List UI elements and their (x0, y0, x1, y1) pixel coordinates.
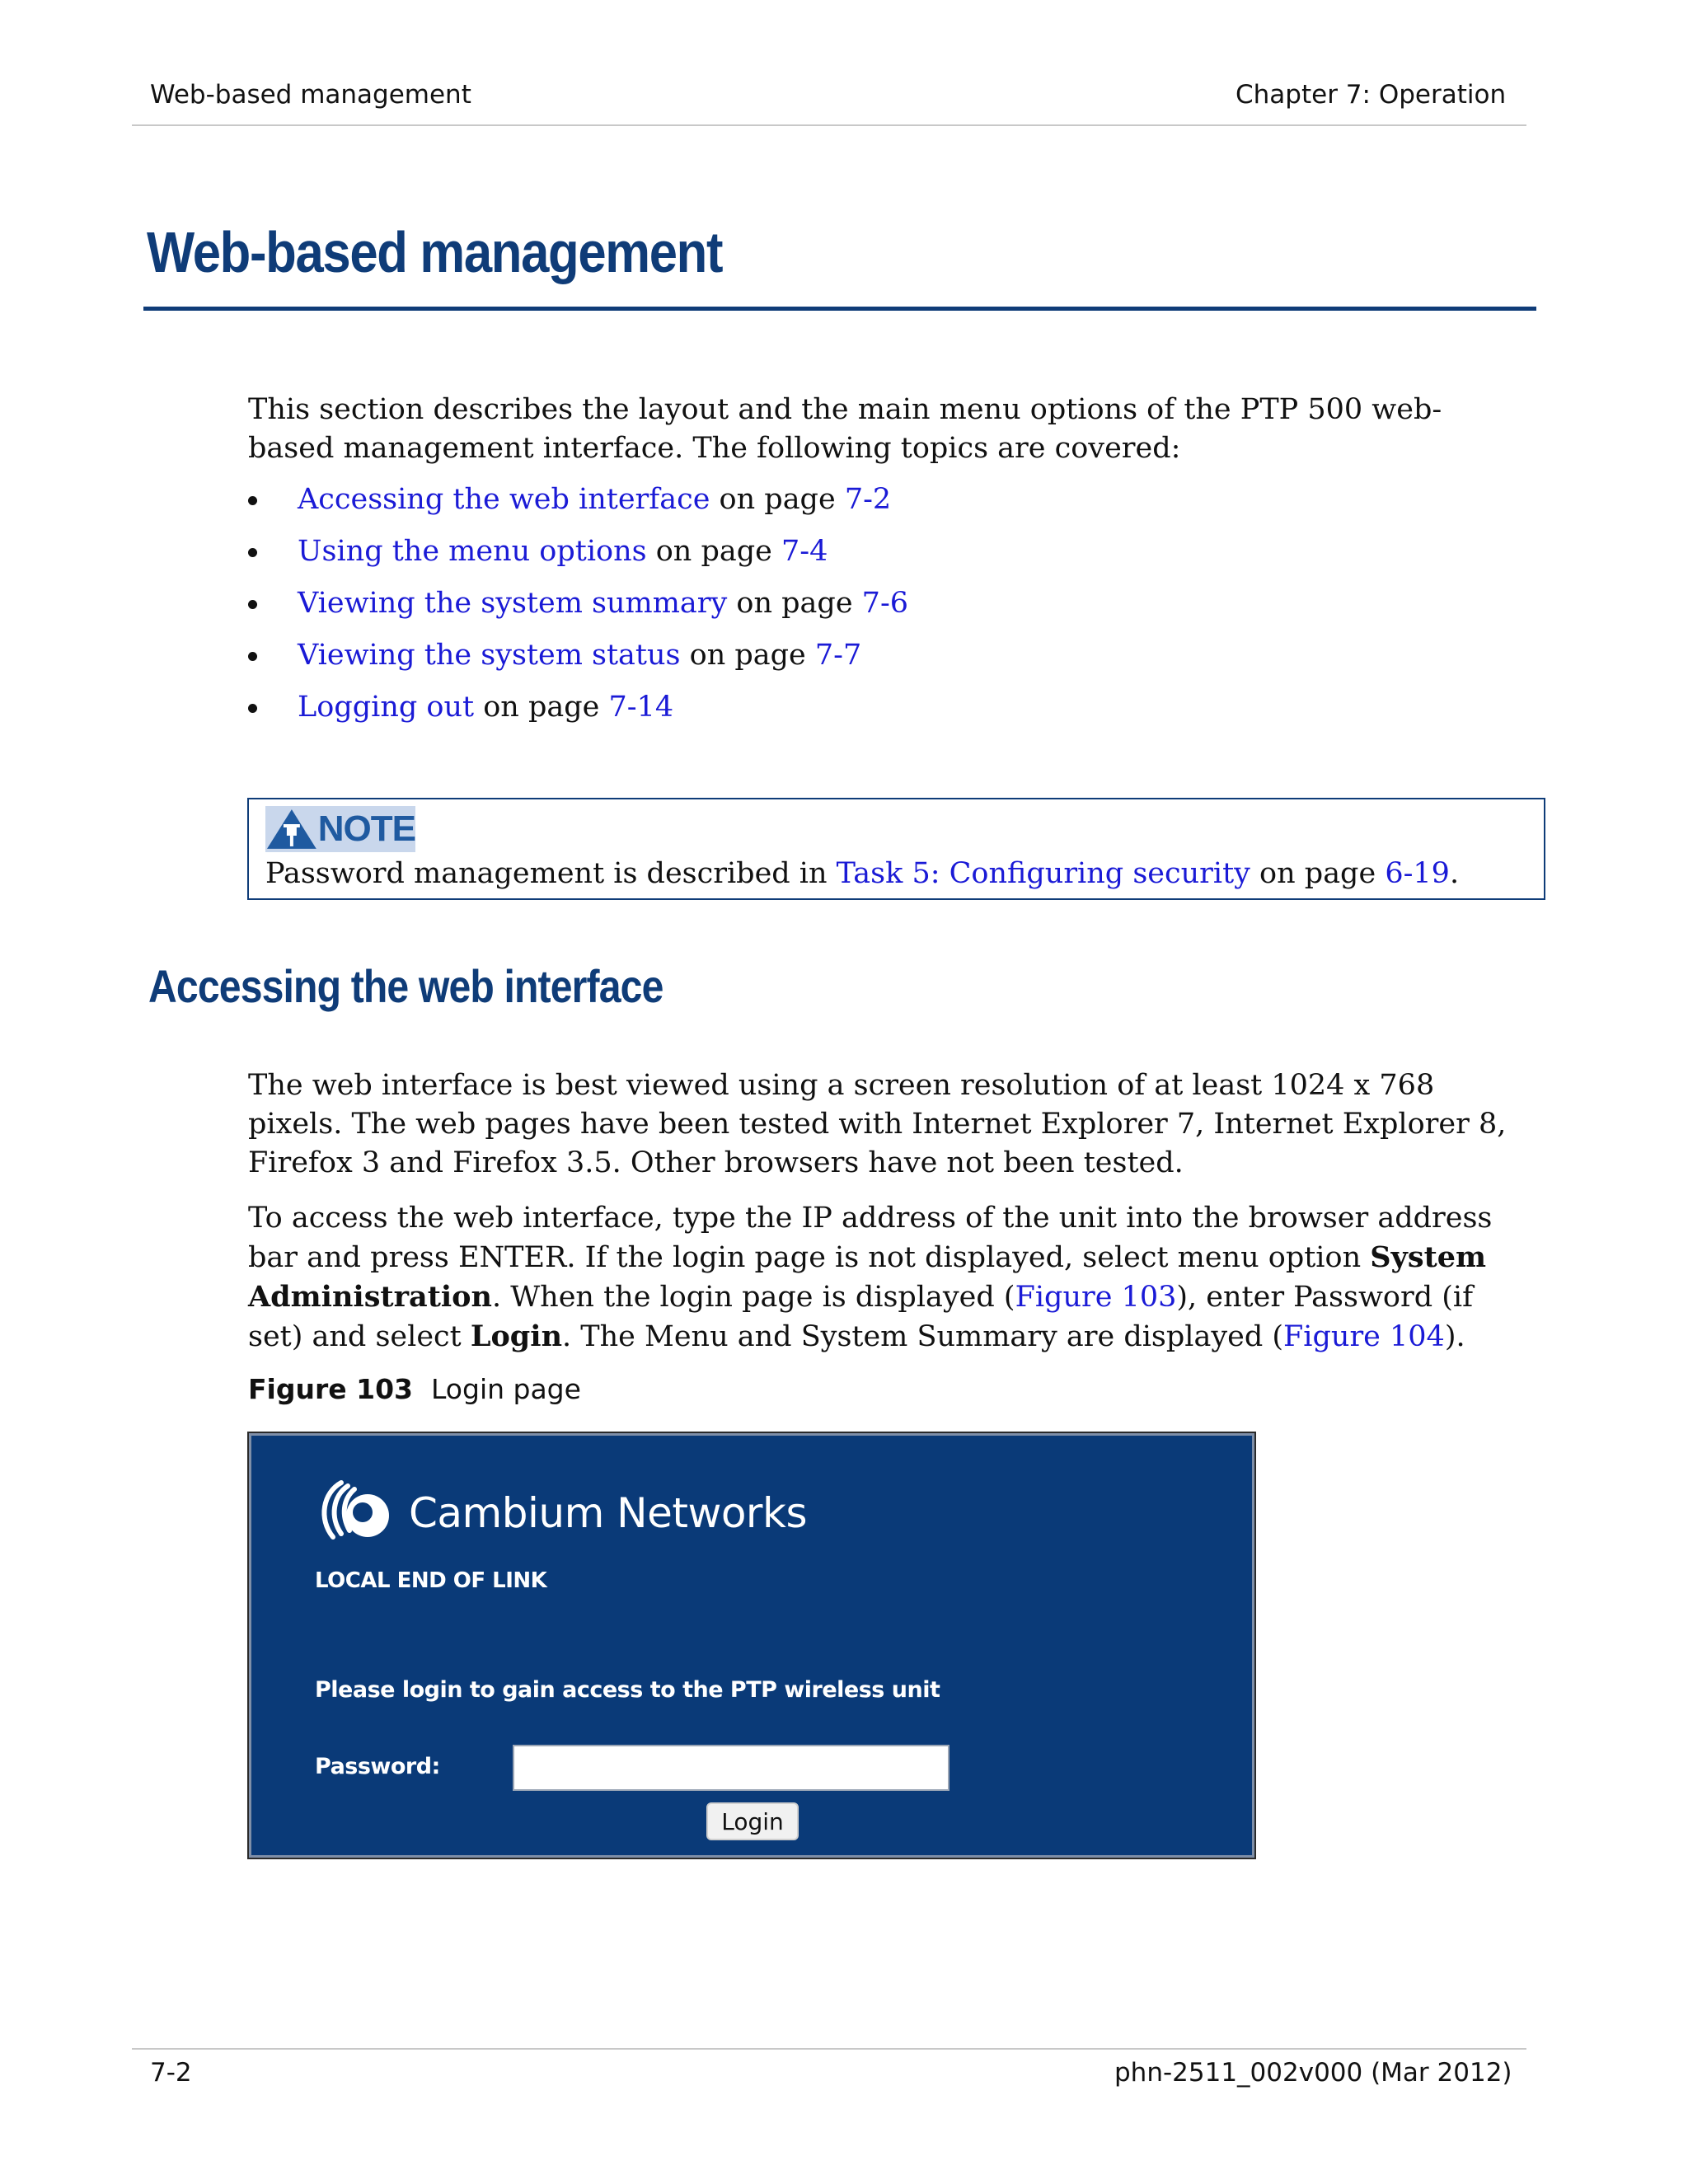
access-paragraph (248, 1199, 1517, 1357)
note-badge (265, 806, 415, 852)
topic-link-system-summary[interactable]: Viewing the system summary (298, 587, 728, 620)
note-text (265, 857, 1459, 890)
login-prompt: Please login to gain access to the PTP wireless unit (315, 1677, 940, 1703)
topic-page-link[interactable]: 7-7 (814, 639, 862, 672)
access-bold-login: Login (470, 1319, 563, 1353)
note-text-pre: Password management is described in (265, 857, 837, 890)
figure-104-link[interactable]: Figure 104 (1283, 1320, 1445, 1353)
access-text-1: To access the web interface, type the IP address of the unit into the browser address bar and press ENTER. If the login page is not displayed, select menu option (248, 1202, 1493, 1274)
login-subtitle: LOCAL END OF LINK (315, 1568, 547, 1593)
intro-paragraph: This section describes the layout and the main menu options of the PTP 500 web-based management interface. The following topics are covered: (248, 393, 1442, 465)
figure-number: Figure 103 (248, 1373, 413, 1405)
list-item (248, 630, 908, 682)
header-section-name: Web-based management (150, 80, 471, 110)
topic-link-logging-out[interactable]: Logging out (298, 691, 475, 724)
note-link-configuring-security[interactable]: Task 5: Configuring security (836, 857, 1250, 890)
note-text-mid: on page (1250, 857, 1386, 890)
figure-caption-text: Login page (431, 1373, 581, 1405)
list-item (248, 682, 908, 733)
cambium-logo-icon (308, 1468, 399, 1558)
section-title: Accessing the web interface (148, 960, 663, 1012)
note-page-link[interactable]: 6-19 (1385, 857, 1450, 890)
figure-caption (248, 1373, 581, 1405)
access-text-3: ), enter Password (if set) and select (248, 1281, 1474, 1353)
header-chapter-name: Chapter 7: Operation (1236, 80, 1507, 110)
page-number: 7-2 (150, 2058, 192, 2088)
footer-divider (132, 2048, 1526, 2050)
list-item (248, 578, 908, 630)
list-item (248, 526, 908, 578)
document-id: phn-2511_002v000 (Mar 2012) (1114, 2058, 1512, 2088)
note-text-post: . (1449, 857, 1460, 890)
topic-on-page: on page (646, 535, 781, 568)
topic-on-page: on page (680, 639, 815, 672)
list-item (248, 474, 908, 526)
warning-triangle-icon (265, 808, 318, 851)
topic-on-page: on page (710, 483, 845, 516)
topic-link-accessing[interactable]: Accessing the web interface (298, 483, 710, 516)
topic-page-link[interactable]: 7-14 (608, 691, 674, 724)
topic-link-menu-options[interactable]: Using the menu options (298, 535, 647, 568)
access-text-2: . When the login page is displayed ( (491, 1281, 1015, 1314)
page-title: Web-based management (147, 220, 723, 284)
topic-on-page: on page (474, 691, 609, 724)
topic-page-link[interactable]: 7-6 (861, 587, 909, 620)
access-bold-system-administration: System Administration (248, 1240, 1487, 1314)
brand-name: Cambium Networks (409, 1489, 807, 1537)
topic-link-system-status[interactable]: Viewing the system status (298, 639, 681, 672)
topic-on-page: on page (727, 587, 862, 620)
password-label: Password: (315, 1754, 440, 1779)
figure-103-link[interactable]: Figure 103 (1015, 1281, 1177, 1314)
topic-page-link[interactable]: 7-2 (844, 483, 892, 516)
note-label: NOTE (317, 808, 415, 849)
note-box (247, 798, 1545, 900)
login-page-screenshot (247, 1432, 1256, 1859)
topics-list (248, 474, 908, 733)
resolution-paragraph: The web interface is best viewed using a screen resolution of at least 1024 x 768 pixels. The web pages have been tested with Internet Explorer 7, Internet Explorer 8, Firefox 3 and Firefox 3.5. Other browsers have not been tested. (248, 1069, 1507, 1179)
brand (308, 1468, 807, 1558)
login-button[interactable]: Login (706, 1802, 799, 1840)
access-text-5: ). (1444, 1320, 1465, 1353)
topic-page-link[interactable]: 7-4 (781, 535, 828, 568)
header-divider (132, 124, 1526, 126)
access-text-4: . The Menu and System Summary are displayed ( (562, 1320, 1284, 1353)
password-input[interactable] (513, 1745, 950, 1791)
title-underline (143, 307, 1536, 311)
running-header (134, 0, 1688, 127)
